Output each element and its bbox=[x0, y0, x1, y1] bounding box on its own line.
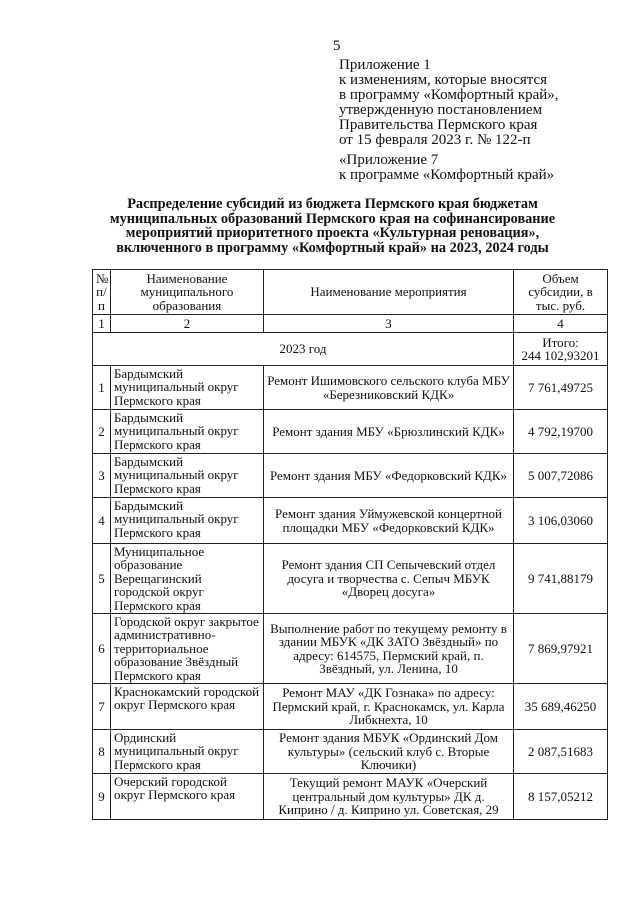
appendix-line: Правительства Пермского края bbox=[339, 117, 538, 133]
table-row bbox=[93, 454, 608, 498]
appendix-subheader bbox=[339, 153, 554, 183]
appendix-line: Приложение 1 bbox=[339, 57, 431, 73]
row-event: Текущий ремонт МАУК «Очерский центральный дом культуры» ДК д. Киприно / д. Киприно ул. Советская, 29 bbox=[263, 774, 513, 820]
row-event: Ремонт МАУ «ДК Гознака» по адресу: Пермский край, г. Краснокамск, ул. Карла Либкнехта, 10 bbox=[263, 684, 513, 730]
row-amount: 5 007,72086 bbox=[514, 454, 608, 498]
table-row bbox=[93, 498, 608, 544]
page-number: 5 bbox=[333, 38, 341, 54]
row-event: Ремонт здания МБУ «Брюзлинский КДК» bbox=[263, 410, 513, 454]
title-line: мероприятий приоритетного проекта «Культурная реновация», bbox=[125, 225, 540, 242]
header-amount: Объем субсидии, в тыс. руб. bbox=[514, 270, 608, 315]
row-event: Ремонт здания СП Сепычевский отдел досуга и творчества с. Сепыч МБУК «Дворец досуга» bbox=[263, 544, 513, 614]
row-number: 6 bbox=[93, 614, 111, 684]
row-amount: 3 106,03060 bbox=[514, 498, 608, 544]
row-event: Выполнение работ по текущему ремонту в здании МБУК «ДК ЗАТО Звёздный» по адресу: 614575, Пермский край, п. Звёздный, ул. Ленина, 10 bbox=[263, 614, 513, 684]
row-amount: 35 689,46250 bbox=[514, 684, 608, 730]
row-municipality: Очерский городской округ Пермского края bbox=[110, 774, 263, 820]
header-event: Наименование мероприятия bbox=[263, 270, 513, 315]
row-number: 7 bbox=[93, 684, 111, 730]
year-label: 2023 год bbox=[93, 333, 514, 366]
title-line: включенного в программу «Комфортный край» на 2023, 2024 годы bbox=[116, 239, 549, 256]
column-number: 3 bbox=[263, 315, 513, 333]
total-label: Итого: bbox=[542, 334, 579, 350]
table-row bbox=[93, 366, 608, 410]
title-line: муниципальных образований Пермского края на софинансирование bbox=[109, 210, 556, 227]
row-municipality: Бардымский муниципальный округ Пермского края bbox=[110, 366, 263, 410]
column-number: 1 bbox=[93, 315, 111, 333]
title-line: Распределение субсидий из бюджета Пермского края бюджетам bbox=[127, 196, 538, 212]
row-number: 5 bbox=[93, 544, 111, 614]
year-row bbox=[93, 333, 608, 366]
row-number: 4 bbox=[93, 498, 111, 544]
column-number: 2 bbox=[110, 315, 263, 333]
row-municipality: Ординский муниципальный округ Пермского края bbox=[110, 730, 263, 774]
total-value: 244 102,93201 bbox=[521, 348, 600, 363]
row-amount: 7 761,49725 bbox=[514, 366, 608, 410]
subsidy-table bbox=[92, 269, 608, 820]
table-row bbox=[93, 410, 608, 454]
year-total bbox=[514, 333, 608, 366]
document-title bbox=[80, 197, 585, 255]
row-event: Ремонт Ишимовского сельского клуба МБУ «Березниковский КДК» bbox=[263, 366, 513, 410]
row-number: 1 bbox=[93, 366, 111, 410]
row-amount: 2 087,51683 bbox=[514, 730, 608, 774]
table-row bbox=[93, 614, 608, 684]
header-num: № п/п bbox=[93, 270, 111, 315]
row-event: Ремонт здания Уймужевской концертной площадки МБУ «Федорковский КДК» bbox=[263, 498, 513, 544]
row-event: Ремонт здания МБУК «Ординский Дом культуры» (сельский клуб с. Вторые Ключики) bbox=[263, 730, 513, 774]
column-number: 4 bbox=[514, 315, 608, 333]
appendix-header bbox=[339, 58, 559, 148]
row-amount: 4 792,19700 bbox=[514, 410, 608, 454]
appendix-line: от 15 февраля 2023 г. № 122-п bbox=[339, 132, 531, 148]
row-municipality: Муниципальное образование Верещагинский городской округ Пермского края bbox=[110, 544, 263, 614]
appendix-sub-line: к программе «Комфортный край» bbox=[339, 167, 555, 183]
table-row bbox=[93, 684, 608, 730]
table-row bbox=[93, 774, 608, 820]
row-number: 8 bbox=[93, 730, 111, 774]
row-number: 2 bbox=[93, 410, 111, 454]
table-header-row bbox=[93, 270, 608, 315]
row-amount: 8 157,05212 bbox=[514, 774, 608, 820]
row-municipality: Краснокамский городской округ Пермского края bbox=[110, 684, 263, 730]
row-municipality: Бардымский муниципальный округ Пермского края bbox=[110, 410, 263, 454]
appendix-line: к изменениям, которые вносятся bbox=[339, 72, 548, 88]
column-number-row bbox=[93, 315, 608, 333]
row-amount: 9 741,88179 bbox=[514, 544, 608, 614]
table-row bbox=[93, 730, 608, 774]
appendix-line: утвержденную постановлением bbox=[339, 102, 543, 118]
row-number: 9 bbox=[93, 774, 111, 820]
row-municipality: Бардымский муниципальный округ Пермского края bbox=[110, 498, 263, 544]
header-municipality: Наименование муниципального образования bbox=[110, 270, 263, 315]
table-row bbox=[93, 544, 608, 614]
row-number: 3 bbox=[93, 454, 111, 498]
appendix-sub-line: «Приложение 7 bbox=[339, 152, 439, 168]
row-municipality: Городской округ закрытое административно-территориальное образование Звёздный Пермского края bbox=[110, 614, 263, 684]
table-body bbox=[93, 366, 608, 820]
row-event: Ремонт здания МБУ «Федорковский КДК» bbox=[263, 454, 513, 498]
row-amount: 7 869,97921 bbox=[514, 614, 608, 684]
appendix-line: в программу «Комфортный край», bbox=[339, 87, 559, 103]
row-municipality: Бардымский муниципальный округ Пермского края bbox=[110, 454, 263, 498]
